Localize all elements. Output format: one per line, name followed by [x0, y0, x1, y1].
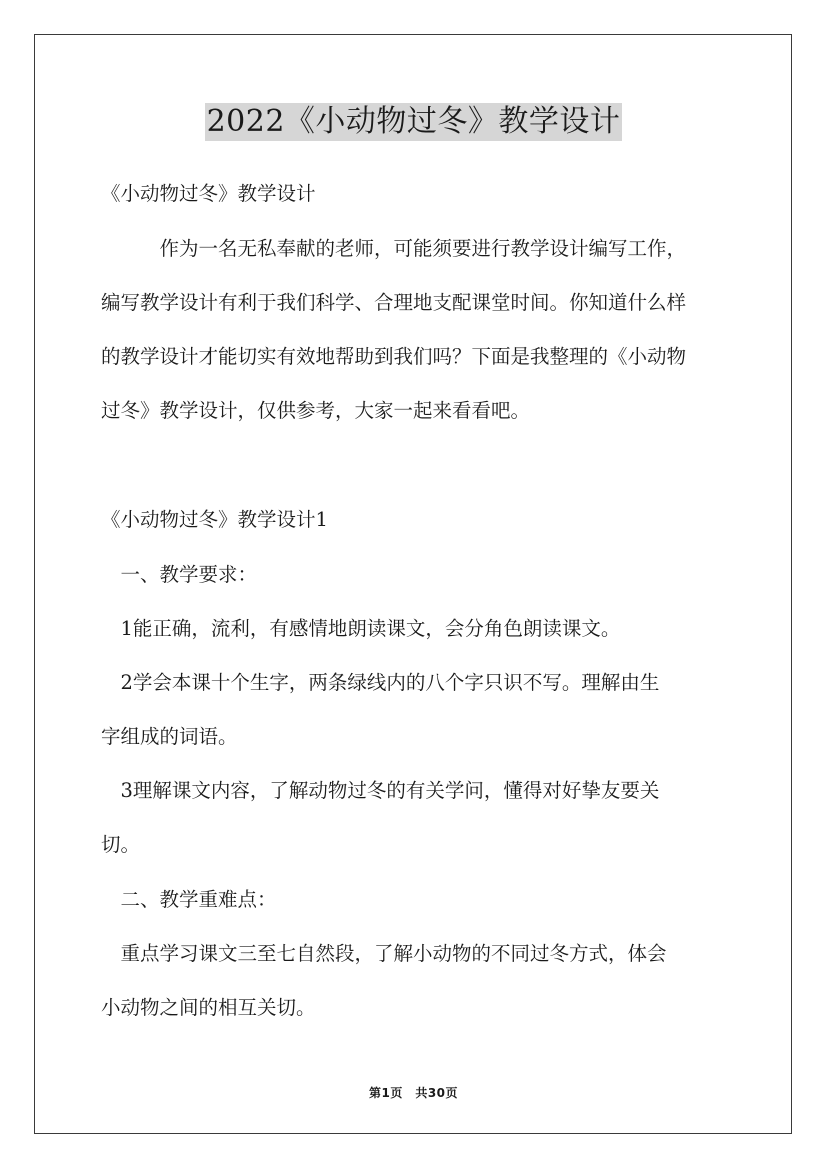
text-line-intro-3: 的教学设计才能切实有效地帮助到我们吗？下面是我整理的《小动物: [101, 345, 687, 368]
title-wrap: [0, 103, 827, 141]
text-line-section-1: 《小动物过冬》教学设计1: [101, 508, 328, 531]
page-footer: 第1页 共30页: [368, 1086, 459, 1100]
text-line-intro-4: 过冬》教学设计，仅供参考，大家一起来看看吧。: [101, 399, 531, 422]
text-line-item-1: 1能正确，流利，有感情地朗读课文，会分角色朗读课文。: [101, 617, 621, 640]
text-line-subtitle: 《小动物过冬》教学设计: [101, 182, 316, 205]
text-line-heading-2: 二、教学重难点：: [101, 888, 277, 911]
text-line-intro-2: 编写教学设计有利于我们科学、合理地支配课堂时间。你知道什么样: [101, 291, 687, 314]
text-line-intro-1: 作为一名无私奉献的老师，可能须要进行教学设计编写工作，: [101, 237, 687, 260]
text-line-item-2a: 2学会本课十个生字，两条绿线内的八个字只识不写。理解由生: [101, 671, 660, 694]
text-line-item-3b: 切。: [101, 833, 141, 856]
text-line-heading-1: 一、教学要求：: [101, 563, 258, 586]
document-title: 2022《小动物过冬》教学设计: [206, 104, 621, 139]
text-line-item-2b: 字组成的词语。: [101, 725, 238, 748]
text-line-focus-b: 小动物之间的相互关切。: [101, 996, 316, 1019]
text-line-item-3a: 3理解课文内容，了解动物过冬的有关学问，懂得对好挚友要关: [101, 779, 660, 802]
text-line-focus-a: 重点学习课文三至七自然段，了解小动物的不同过冬方式，体会: [101, 942, 667, 965]
